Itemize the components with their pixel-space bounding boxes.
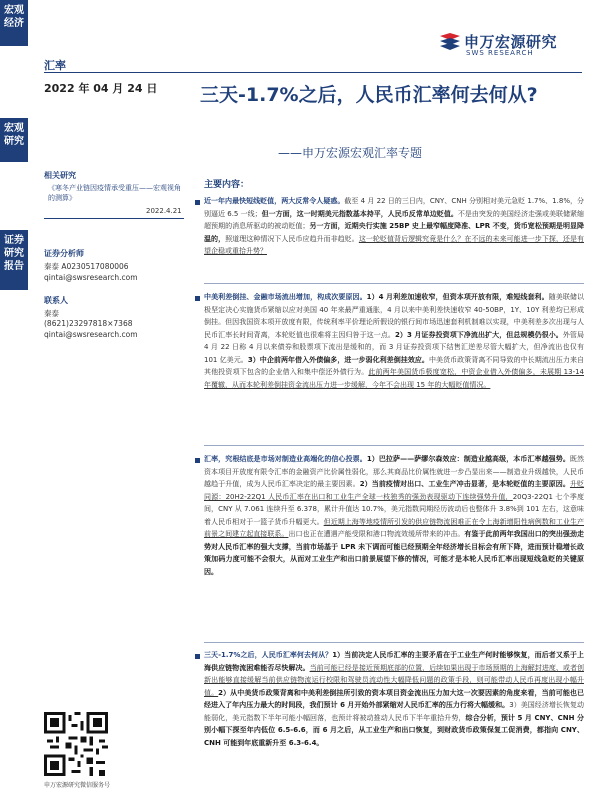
paragraph-underline: 此前两年美国货币极度宽松，中资企业借入外债偏多，未展期 13-14 年覆辙，从而本轮利差倒挂资金流出压力进一步缓解，今年不会出现 15 年的大幅贬值情况。	[204, 368, 584, 389]
paragraph-text: 既然资本项目开放度有限令汇率的金融资产比价属性弱化，那么其商品比价属性就进一步凸显出来——制造业升级越快，人民币越趋于升值，成为人民币汇率决定的最主要因素。	[204, 455, 585, 488]
sidebar-tag-macro-research	[0, 118, 28, 162]
summary-paragraph-4	[204, 649, 584, 749]
sidebar-tag-text: 证券研究报告	[4, 235, 24, 272]
paragraph-text: 中美货币政策背离不同导致的中长期流出压力来自其他投资项下包含的企业借入和集中偿还外债行为。	[204, 355, 585, 376]
paragraph-underline: 当前可能已经是接近预期底部的位置，后续如果出现于市场预期的上海解封进度、或者创新出能够直接缓解当前供应链物流运行校限和驾驶员流动性大幅降低问题的政策手段，则可能带动人民币再度出现小幅升值。	[204, 663, 585, 697]
analyst-name: 秦泰 A0230517080006	[44, 262, 129, 271]
header-divider	[44, 72, 582, 73]
qr-caption: 申万宏源研究微信服务号	[44, 782, 111, 789]
contact-phone: (8621)23297818×7368	[44, 319, 133, 328]
paragraph-underline: 但近期上海等地疫情所引发的供应链物流困难正在令上海新增阳性病例数和工业生产前景之间建立起直接联系。	[204, 517, 585, 538]
contact-label: 联系人	[44, 296, 68, 305]
report-subtitle: ——申万宏源宏观汇率专题	[278, 146, 423, 160]
summary-label: 主要内容：	[204, 180, 250, 190]
analyst-email[interactable]: qintai@swsresearch.com	[44, 273, 138, 282]
sidebar-tag-securities-report	[0, 230, 28, 290]
summary-paragraph-1	[204, 195, 584, 258]
paragraph-underline: 这一轮贬值背后逻辑究竟是什么？在不远的未来可能进一步下探，还是有望企稳或重拾升势？	[204, 234, 585, 255]
paragraph-bold: 3）中企前两年借入外债偏多，进一步弱化利差倒挂效应。	[247, 355, 429, 364]
paragraph-text: 出口也正在遭遇产能受限和港口物流效缓所带来的冲击。	[288, 530, 465, 538]
paragraph-lead: 汇率，究根结底是市场对制造业高端化的信心投票。	[204, 455, 367, 463]
paragraph-bold: 1）当前决定人民币汇率的主要矛盾在于工业生产何时能够恢复，而后者又系于上海供应链物流困难能否尽快解决。	[204, 651, 584, 672]
paragraph-bold: 但一方面，这一时期美元指数基本持平，人民币反常单边贬值。	[261, 209, 458, 218]
report-title: 三天-1.7%之后，人民币汇率何去何从?	[200, 84, 538, 106]
contact-email[interactable]: qintai@swsresearch.com	[44, 330, 138, 339]
paragraph-text: 不是由突发的美国经济走强或美联储紧缩超预期的消息所驱动的被动贬值；	[204, 209, 585, 230]
bullet-icon	[195, 458, 200, 463]
report-date: 2022 年 04 月 24 日	[44, 82, 158, 95]
paragraph-underline: 升贬同源：20H2-22Q1 人民币汇率在出口和工业生产全球一枝独秀的强劲表现驱动下连续强势升值，	[204, 480, 585, 501]
bullet-icon	[195, 296, 200, 301]
paragraph-bold: 1）4 月利差加速收窄，但资本项开放有限，难短线套利。	[366, 293, 549, 301]
paragraph-bold: 1）巴拉萨——萨缪尔森效应：制造业越高级，本币汇率越强势。	[366, 455, 570, 463]
logo-text-cn: 申万宏源研究	[464, 33, 558, 51]
bullet-icon	[195, 654, 200, 659]
bullet-icon	[195, 200, 200, 205]
paragraph-lead: 中美利差倒挂、金融市场流出增加，构成次要原因。	[204, 293, 367, 301]
qr-code-icon[interactable]	[44, 712, 108, 776]
sidebar-tag-text: 宏观研究	[4, 123, 24, 147]
paragraph-bold: 综合分析，预计 5 月 CNY、CNH 分别小幅下探至年内低位 6.5-6.6，而 6 月之后，从工业生产和出口恢复，到财政货币政策保复工促消费，都指向 CNY、CNH 可能到年底重新升至 6.3-6.4。	[204, 713, 585, 747]
paragraph-text: 截至 4 月 22 日的三日内，CNY、CNH 分别相对美元急贬 1.7%、1.8%，分别逼近 6.5 一线；	[204, 197, 585, 218]
related-divider	[44, 218, 184, 219]
summary-paragraph-2	[204, 291, 584, 391]
company-logo	[438, 28, 574, 62]
paragraph-bold: 有鉴于此前两年我国出口的突出强劲走势对人民币汇率的强大支撑，当前市场基于 LPR 未下调而可能已经预期全年经济增长目标会有所下降，进而预计稳增长政策加码力度可能不会很大，从而对工业生产和出口前景展望下修的情况，可能才是本轮人民币汇率出现短线急贬的关键原因。	[204, 530, 585, 576]
paragraph-text: 随美联储以极坚定决心实施货币紧缩以应对美国 40 年来最严重通胀，4 月以来中美利差快速收窄 40-50BP，1Y、10Y 利差均已形成倒挂。但因我国资本项开放度有限，传统利率平价理论所假设的银行间市场迅速套利机制难以实现，中美利差多次出现与人民币汇率长时间背离，本轮贬值也很难将主因归咎于这一点。	[204, 293, 585, 339]
related-research-label: 相关研究	[44, 171, 76, 180]
summary-paragraph-3	[204, 453, 584, 578]
paragraph-text: 照道理这种情况下人民币应趋升而非趋贬。	[225, 234, 359, 243]
paragraph-lead: 三天-1.7%之后，人民币汇率何去何从？	[204, 651, 333, 659]
paragraph-text: 20Q3-22Q1 七个季度间，CNY 从 7.061 连续升至 6.378，累计升值达 10.7%，美元指数同期经历波动后也整体升 3.8%到 101 左右，这意味着人民币相对于一篮子货币升幅更大。	[204, 492, 584, 526]
paragraph-bold: 2）3 月证券投资项下净流出扩大，但总规模仍很小。	[394, 330, 563, 339]
logo-text-en: SWS RESEARCH	[466, 49, 534, 57]
logo-mark-icon	[438, 32, 462, 54]
related-research-item[interactable]: 《寒冬产业链因疫情承受重压——宏观视角的测算》	[48, 184, 181, 202]
sidebar-tag-macro-economy	[0, 0, 28, 46]
analyst-label: 证券分析师	[44, 249, 84, 258]
section-divider	[204, 283, 584, 284]
paragraph-bold: 另一方面，近期央行实施 25BP 史上最窄幅度降准、LPR 不变，货币宽松预期是明显降温的，	[204, 222, 584, 243]
related-research-date: 2022.4.21	[146, 207, 182, 215]
paragraph-text: 3）美国经济增长恢复动能弱化，美元指数下半年可能小幅回落，也预计将被动推动人民币下半年重拾升势，	[204, 701, 584, 722]
contact-name: 秦泰	[44, 309, 59, 318]
paragraph-bold: 2）当前疫情对出口、工业生产冲击显著，是本轮贬值的主要原因。	[359, 480, 570, 488]
report-category: 汇率	[44, 59, 66, 72]
paragraph-text: 外管局 4 月 22 日称 4 月以来债券和股票项下流出是缓和的，而 3 月证券投资项下结售汇逆差尽管大幅扩大，但净流出也仅有 101 亿美元。	[204, 330, 585, 364]
section-divider	[204, 642, 584, 643]
section-divider	[204, 445, 584, 446]
paragraph-lead: 近一年内最快短线贬值，两大反常令人疑惑。	[204, 197, 345, 205]
paragraph-bold: 2）从中美货币政策背离和中美利差倒挂所引致的资本项目资金流出压力加大这一次要因素的角度来看，当前可能也已经进入了年内压力最大的时间段，我们预计 6 月开始外部紧缩对人民币汇率的压力行将大幅缓和。	[204, 688, 584, 709]
sidebar-tag-text: 宏观经济	[4, 5, 24, 29]
